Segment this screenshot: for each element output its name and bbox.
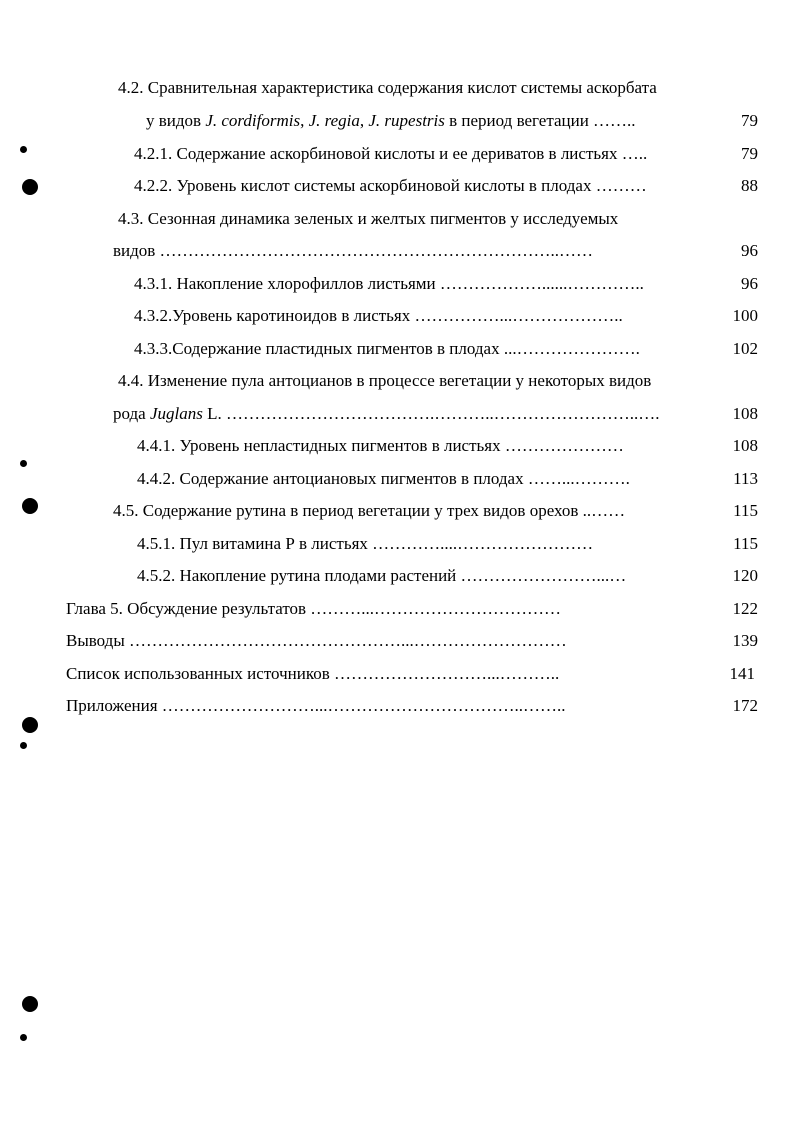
toc-entry-4-4-1: 4.4.1. Уровень непластидных пигментов в листьях ………………… [137, 436, 624, 455]
toc-entry-appendices: Приложения ………………………...……………………………..…….. [66, 696, 566, 715]
punch-hole-mark [22, 179, 38, 195]
toc-page-number: 108 [732, 404, 758, 423]
toc-entry-4-4-line2 [113, 404, 660, 424]
toc-entry-4-3-1: 4.3.1. Накопление хлорофиллов листьями ………………......………….. [134, 274, 644, 293]
toc-page-number: 102 [732, 339, 758, 358]
punch-hole-mark [20, 460, 27, 467]
toc-entry-text: у видов [146, 111, 206, 130]
species-name: J. cordiformis [205, 111, 301, 130]
punch-hole-mark [22, 996, 38, 1012]
toc-entry-4-3-line1: 4.3. Сезонная динамика зеленых и желтых пигментов у исследуемых [118, 209, 619, 228]
toc-page-number: 122 [732, 599, 758, 618]
toc-entry-chapter-5: Глава 5. Обсуждение результатов ………...…………………………… [66, 599, 562, 618]
toc-page-number: 100 [732, 306, 758, 325]
punch-hole-mark [20, 1034, 27, 1041]
genus-name: Juglans [149, 404, 203, 423]
toc-entry-text: в период вегетации …….. [444, 111, 636, 130]
toc-page-number: 108 [732, 436, 758, 455]
toc-entry-4-5: 4.5. Содержание рутина в период вегетации у трех видов орехов ..…… [113, 501, 626, 520]
toc-entry-4-4-2: 4.4.2. Содержание антоциановых пигментов в плодах ……...………. [137, 469, 630, 488]
species-name: J. rupestris [368, 111, 445, 130]
species-name: J. regia [308, 111, 360, 130]
punch-hole-mark [22, 498, 38, 514]
toc-page-number: 79 [741, 111, 758, 130]
toc-page-number: 172 [732, 696, 758, 715]
toc-entry-text: 4.2. Сравнительная характеристика содержания кислот системы аскорбата [118, 78, 657, 97]
toc-page-number: 79 [741, 144, 758, 163]
punch-hole-mark [20, 146, 27, 153]
toc-entry-4-3-2: 4.3.2.Уровень каротиноидов в листьях ……………...……………….. [134, 306, 623, 325]
toc-entry-references: Список использованных источников ………………………...……….. [66, 664, 560, 683]
toc-page-number: 115 [733, 501, 758, 520]
toc-entry-4-3-line2: видов ……………………………………………………………..…… [113, 241, 594, 260]
separator: , [359, 111, 369, 130]
toc-page-number: 139 [732, 631, 758, 650]
toc-page-number: 113 [733, 469, 758, 488]
toc-page-number: 120 [732, 566, 758, 585]
toc-page-number: 88 [741, 176, 758, 195]
toc-entry-4-2-line2 [146, 111, 636, 131]
punch-hole-mark [22, 717, 38, 733]
toc-page-number: 141 [729, 664, 755, 683]
toc-entry-conclusions: Выводы …………………………………………...……………………… [66, 631, 567, 650]
toc-entry-text: рода [113, 404, 150, 423]
toc-entry-4-5-1: 4.5.1. Пул витамина Р в листьях …………....…………………… [137, 534, 594, 553]
toc-page-number: 115 [733, 534, 758, 553]
toc-entry-4-4-line1: 4.4. Изменение пула антоцианов в процессе вегетации у некоторых видов [118, 371, 652, 390]
toc-entry-4-2-2: 4.2.2. Уровень кислот системы аскорбиновой кислоты в плодах ……… [134, 176, 647, 195]
punch-hole-mark [20, 742, 27, 749]
toc-entry-4-2-1: 4.2.1. Содержание аскорбиновой кислоты и ее дериватов в листьях ….. [134, 144, 648, 163]
toc-entry-text: L. ……………………………….………..……………………..…. [202, 404, 660, 423]
separator: , [300, 111, 309, 130]
toc-page-number: 96 [741, 274, 758, 293]
toc-page-number: 96 [741, 241, 758, 260]
toc-entry-4-5-2: 4.5.2. Накопление рутина плодами растений ……………………...… [137, 566, 627, 585]
toc-entry-4-3-3: 4.3.3.Содержание пластидных пигментов в плодах ...…………………. [134, 339, 640, 358]
toc-entry-4-2-line1 [118, 78, 657, 98]
